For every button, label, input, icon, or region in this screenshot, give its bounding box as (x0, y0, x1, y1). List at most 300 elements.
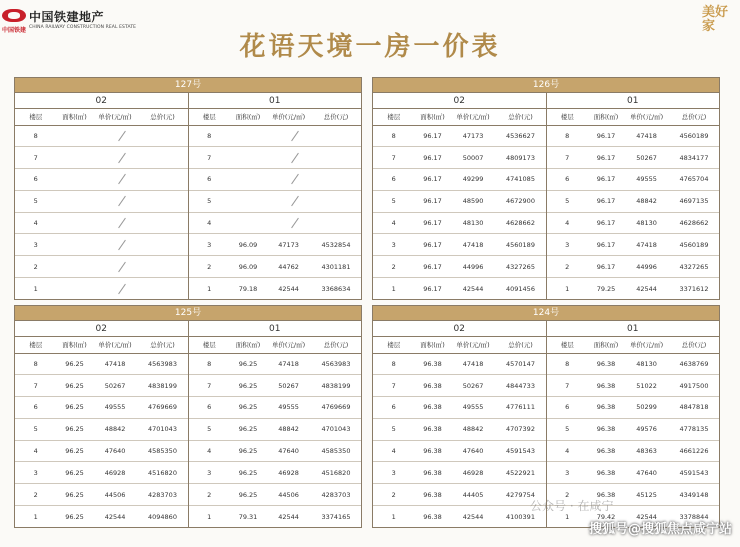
floor-cell: 1 (33, 512, 38, 521)
area-cell: 96.25 (56, 484, 92, 506)
area-cell: 96.38 (414, 440, 450, 462)
table-row (15, 462, 188, 484)
unit-price-cell: 49555 (451, 397, 496, 419)
area-cell: 96.38 (588, 397, 624, 419)
table-row (547, 147, 720, 169)
area-cell: 96.17 (414, 190, 450, 212)
total-price-cell: 4516820 (311, 462, 361, 484)
unit-table-wrap (373, 337, 546, 527)
total-price-cell: 4628662 (669, 212, 719, 234)
building-125-panel (14, 305, 362, 528)
floor-cell: 2 (15, 256, 56, 278)
table-row (15, 484, 188, 506)
price-table (373, 337, 546, 527)
unit-label: 02 (453, 324, 465, 334)
unit-price-cell: 42544 (278, 284, 299, 293)
floor-cell: 7 (189, 147, 230, 169)
total-price-cell: 4769669 (311, 397, 361, 419)
unit-price-cell: 48842 (624, 190, 669, 212)
table-row (373, 212, 546, 234)
area-cell: 96.38 (414, 484, 450, 506)
unit-price-cell: 48842 (451, 418, 496, 440)
building-name: 126号 (373, 78, 719, 93)
floor-cell: 4 (547, 212, 588, 234)
table-row (189, 256, 362, 278)
area-cell: 96.38 (414, 375, 450, 397)
unit-price-cell: 47418 (624, 125, 669, 147)
total-price-cell: 4701043 (137, 418, 187, 440)
total-price-cell: 4638769 (669, 353, 719, 375)
unit-tables (15, 109, 361, 299)
unit-label: 01 (546, 321, 720, 336)
floor-cell: 7 (373, 147, 414, 169)
column-header: 总价(元) (669, 109, 719, 125)
column-header: 单价(元/㎡) (451, 337, 496, 353)
floor-cell: 3 (189, 462, 230, 484)
unit-price-cell: 47418 (451, 353, 496, 375)
floor-cell: 3 (547, 234, 588, 256)
unit-price-cell: 46928 (266, 462, 311, 484)
table-row (189, 212, 362, 234)
floor-cell: 5 (15, 190, 56, 212)
total-price-cell: 3378844 (679, 512, 709, 521)
table-row (189, 506, 362, 528)
floor-cell: 3 (373, 462, 414, 484)
area-cell: 96.38 (414, 397, 450, 419)
unit-price-cell: 50299 (624, 397, 669, 419)
table-row (189, 234, 362, 256)
table-row (189, 418, 362, 440)
unit-price-cell: 49555 (93, 397, 138, 419)
area-cell: 96.17 (414, 256, 450, 278)
table-header-row (547, 109, 720, 125)
total-price-cell: 4560189 (669, 125, 719, 147)
price-table (15, 109, 188, 299)
table-row (547, 375, 720, 397)
empty-cell (230, 190, 361, 212)
area-cell: 96.25 (230, 353, 266, 375)
area-cell: 96.17 (414, 169, 450, 191)
area-cell: 96.17 (588, 234, 624, 256)
column-header: 总价(元) (311, 337, 361, 353)
column-header: 单价(元/㎡) (624, 109, 669, 125)
total-price-cell: 4844733 (495, 375, 545, 397)
area-cell: 96.25 (56, 375, 92, 397)
table-row (373, 190, 546, 212)
unit-label: 02 (95, 324, 107, 334)
area-cell: 96.09 (230, 256, 266, 278)
column-header: 面积(㎡) (588, 337, 624, 353)
area-cell: 79.42 (596, 512, 616, 521)
total-price-cell: 4349148 (669, 484, 719, 506)
table-row (373, 234, 546, 256)
floor-cell: 6 (15, 169, 56, 191)
unit-price-cell: 45125 (624, 484, 669, 506)
unit-header-row (373, 93, 719, 109)
building-124-panel (372, 305, 720, 528)
unit-price-cell: 42544 (636, 284, 657, 293)
total-price-cell: 4516820 (137, 462, 187, 484)
total-price-cell: 4100391 (506, 512, 535, 521)
table-row (373, 353, 546, 375)
floor-cell: 7 (547, 375, 588, 397)
table-row (547, 353, 720, 375)
total-price-cell: 4560189 (495, 234, 545, 256)
empty-cell (56, 256, 187, 278)
column-header: 楼层 (547, 337, 588, 353)
unit-price-cell: 47173 (451, 125, 496, 147)
floor-cell: 5 (189, 190, 230, 212)
floor-cell: 4 (15, 440, 56, 462)
empty-cell (230, 147, 361, 169)
floor-cell: 5 (189, 418, 230, 440)
area-cell: 96.17 (588, 256, 624, 278)
table-row (15, 147, 188, 169)
table-row (189, 440, 362, 462)
total-price-cell: 4701043 (311, 418, 361, 440)
table-row (547, 440, 720, 462)
table-row (15, 125, 188, 147)
area-cell: 96.38 (588, 353, 624, 375)
unit-price-cell: 47640 (624, 462, 669, 484)
floor-cell: 3 (373, 234, 414, 256)
floor-cell: 6 (15, 397, 56, 419)
floor-cell: 8 (15, 125, 56, 147)
area-cell: 96.38 (588, 484, 624, 506)
table-row (547, 190, 720, 212)
logo-english-text: CHINA RAILWAY CONSTRUCTION REAL ESTATE (29, 25, 137, 30)
empty-cell (230, 212, 361, 234)
unit-table-wrap (15, 109, 188, 299)
table-header-row (373, 109, 546, 125)
floor-cell: 8 (373, 353, 414, 375)
table-row (373, 278, 546, 300)
area-cell: 96.17 (588, 147, 624, 169)
total-price-cell: 4536627 (495, 125, 545, 147)
table-row (15, 506, 188, 528)
column-header: 楼层 (15, 337, 56, 353)
unit-table-wrap (188, 337, 362, 527)
floor-cell: 4 (15, 212, 56, 234)
building-126-panel (372, 77, 720, 300)
table-row (15, 234, 188, 256)
watermark: 搜狐号@搜狐焦点咸宁站 (588, 522, 732, 537)
table-row (15, 440, 188, 462)
page-title: 花语天境一房一价表 (239, 32, 501, 62)
table-row (547, 462, 720, 484)
unit-price-cell: 42544 (104, 512, 126, 521)
total-price-cell: 4847818 (669, 397, 719, 419)
total-price-cell: 4591543 (669, 462, 719, 484)
table-row (189, 169, 362, 191)
area-cell: 96.25 (65, 512, 84, 521)
unit-price-cell: 48130 (624, 212, 669, 234)
floor-cell: 5 (373, 190, 414, 212)
price-table (189, 337, 362, 527)
table-row (373, 147, 546, 169)
area-cell: 96.17 (588, 169, 624, 191)
floor-cell: 1 (207, 512, 212, 521)
floor-cell: 5 (547, 418, 588, 440)
column-header: 单价(元/㎡) (266, 109, 311, 125)
total-price-cell: 4570147 (495, 353, 545, 375)
total-price-cell: 3371612 (679, 284, 709, 293)
floor-cell: 2 (373, 256, 414, 278)
floor-cell: 2 (547, 484, 588, 506)
column-header: 单价(元/㎡) (266, 337, 311, 353)
floor-cell: 7 (189, 375, 230, 397)
floor-cell: 8 (15, 353, 56, 375)
floor-cell: 3 (15, 462, 56, 484)
floor-cell: 1 (207, 284, 212, 293)
table-row (15, 256, 188, 278)
unit-table-wrap (373, 109, 546, 299)
floor-cell: 1 (33, 284, 38, 293)
unit-header-row (15, 321, 361, 337)
area-cell: 96.17 (414, 234, 450, 256)
area-cell: 96.25 (56, 462, 92, 484)
total-price-cell: 4741085 (495, 169, 545, 191)
area-cell: 96.25 (230, 462, 266, 484)
total-price-cell: 4809173 (495, 147, 545, 169)
unit-price-cell: 47640 (266, 440, 311, 462)
unit-table-wrap (15, 337, 188, 527)
table-row (15, 375, 188, 397)
unit-label: 01 (546, 93, 720, 108)
table-row (547, 256, 720, 278)
total-price-cell: 4563983 (311, 353, 361, 375)
column-header: 楼层 (189, 109, 230, 125)
total-price-cell: 4563983 (137, 353, 187, 375)
area-cell: 96.17 (588, 190, 624, 212)
table-row (373, 484, 546, 506)
unit-price-cell: 47418 (93, 353, 138, 375)
column-header: 楼层 (373, 109, 414, 125)
table-row (547, 169, 720, 191)
total-price-cell: 4838199 (311, 375, 361, 397)
area-cell: 79.31 (238, 512, 258, 521)
table-row (547, 234, 720, 256)
unit-price-cell: 47640 (451, 440, 496, 462)
floor-cell: 2 (189, 256, 230, 278)
table-row (373, 462, 546, 484)
unit-price-cell: 48590 (451, 190, 496, 212)
price-table (547, 109, 720, 299)
unit-tables (373, 109, 719, 299)
unit-price-cell: 48363 (624, 440, 669, 462)
empty-cell (230, 169, 361, 191)
table-row (547, 212, 720, 234)
floor-cell: 6 (547, 397, 588, 419)
floor-cell: 3 (15, 234, 56, 256)
column-header: 楼层 (15, 109, 56, 125)
area-cell: 96.38 (423, 512, 442, 521)
building-name: 125号 (15, 306, 361, 321)
unit-price-cell: 48130 (624, 353, 669, 375)
unit-price-cell: 47640 (93, 440, 138, 462)
total-price-cell: 4838199 (137, 375, 187, 397)
table-row (373, 125, 546, 147)
floor-cell: 7 (15, 375, 56, 397)
area-cell: 96.38 (414, 418, 450, 440)
area-cell: 96.17 (588, 125, 624, 147)
table-row (15, 278, 188, 300)
floor-cell: 7 (547, 147, 588, 169)
table-row (373, 169, 546, 191)
floor-cell: 4 (189, 212, 230, 234)
unit-table-wrap (546, 109, 720, 299)
area-cell: 96.25 (56, 353, 92, 375)
column-header: 总价(元) (495, 337, 545, 353)
empty-cell (56, 125, 187, 147)
column-header: 面积(㎡) (56, 109, 92, 125)
floor-cell: 3 (547, 462, 588, 484)
unit-price-cell: 44506 (266, 484, 311, 506)
watermark-secondary: 公众号 · 在咸宁 (530, 499, 614, 513)
area-cell: 96.09 (230, 234, 266, 256)
column-header: 面积(㎡) (56, 337, 92, 353)
price-table (373, 109, 546, 299)
table-row (189, 278, 362, 300)
column-header: 面积(㎡) (588, 109, 624, 125)
column-header: 单价(元/㎡) (451, 109, 496, 125)
total-price-cell: 4707392 (495, 418, 545, 440)
total-price-cell: 4778135 (669, 418, 719, 440)
total-price-cell: 4591543 (495, 440, 545, 462)
unit-price-cell: 48842 (93, 418, 138, 440)
column-header: 面积(㎡) (414, 337, 450, 353)
logo-text: 中国铁建地产 (29, 10, 105, 24)
area-cell: 79.18 (238, 284, 258, 293)
empty-cell (56, 190, 187, 212)
column-header: 总价(元) (137, 109, 187, 125)
crcc-logo-icon (2, 9, 26, 22)
area-cell: 96.25 (56, 418, 92, 440)
area-cell: 96.38 (588, 462, 624, 484)
unit-price-cell: 42544 (462, 284, 484, 293)
column-header: 总价(元) (669, 337, 719, 353)
unit-price-cell: 49555 (266, 397, 311, 419)
table-row (373, 418, 546, 440)
unit-price-cell: 47418 (451, 234, 496, 256)
area-cell: 96.17 (423, 284, 442, 293)
total-price-cell: 4917500 (669, 375, 719, 397)
total-price-cell: 4283703 (311, 484, 361, 506)
unit-price-cell: 42544 (278, 512, 299, 521)
empty-cell (230, 125, 361, 147)
area-cell: 96.25 (230, 440, 266, 462)
unit-price-cell: 48130 (451, 212, 496, 234)
brand-mark (702, 6, 734, 36)
total-price-cell: 4283703 (137, 484, 187, 506)
area-cell: 96.38 (588, 440, 624, 462)
floor-cell: 1 (391, 512, 396, 521)
floor-cell: 6 (547, 169, 588, 191)
floor-cell: 2 (373, 484, 414, 506)
table-row (189, 353, 362, 375)
area-cell: 79.25 (596, 284, 616, 293)
empty-cell (56, 278, 187, 300)
table-header-row (373, 337, 546, 353)
area-cell: 96.25 (56, 397, 92, 419)
area-cell: 96.17 (414, 147, 450, 169)
total-price-cell: 4585350 (311, 440, 361, 462)
floor-cell: 2 (15, 484, 56, 506)
table-row (547, 397, 720, 419)
table-row (189, 462, 362, 484)
column-header: 面积(㎡) (414, 109, 450, 125)
area-cell: 96.38 (588, 418, 624, 440)
unit-label: 02 (453, 96, 465, 106)
floor-cell: 8 (373, 125, 414, 147)
column-header: 总价(元) (311, 109, 361, 125)
floor-cell: 8 (547, 125, 588, 147)
total-price-cell: 4327265 (669, 256, 719, 278)
table-row (547, 418, 720, 440)
total-price-cell: 4769669 (137, 397, 187, 419)
floor-cell: 8 (189, 353, 230, 375)
total-price-cell: 4672900 (495, 190, 545, 212)
unit-price-cell: 44762 (266, 256, 311, 278)
price-table (189, 109, 362, 299)
table-row (189, 484, 362, 506)
floor-cell: 6 (373, 397, 414, 419)
unit-label: 02 (95, 96, 107, 106)
unit-price-cell: 44996 (624, 256, 669, 278)
total-price-cell: 4834177 (669, 147, 719, 169)
total-price-cell: 4661226 (669, 440, 719, 462)
unit-price-cell: 50267 (624, 147, 669, 169)
floor-cell: 6 (189, 397, 230, 419)
total-price-cell: 4094860 (148, 512, 177, 521)
building-name: 127号 (15, 78, 361, 93)
table-row (15, 397, 188, 419)
unit-price-cell: 49576 (624, 418, 669, 440)
total-price-cell: 4327265 (495, 256, 545, 278)
floor-cell: 5 (547, 190, 588, 212)
area-cell: 96.25 (230, 484, 266, 506)
table-header-row (15, 337, 188, 353)
total-price-cell: 4628662 (495, 212, 545, 234)
total-price-cell: 3368634 (321, 284, 351, 293)
unit-price-cell: 46928 (451, 462, 496, 484)
table-row (189, 190, 362, 212)
floor-cell: 4 (547, 440, 588, 462)
table-row (189, 397, 362, 419)
column-header: 总价(元) (137, 337, 187, 353)
empty-cell (56, 169, 187, 191)
area-cell: 96.17 (414, 125, 450, 147)
column-header: 单价(元/㎡) (93, 109, 138, 125)
unit-price-cell: 49555 (624, 169, 669, 191)
floor-cell: 4 (373, 212, 414, 234)
column-header: 楼层 (189, 337, 230, 353)
building-name: 124号 (373, 306, 719, 321)
table-header-row (189, 337, 362, 353)
empty-cell (56, 147, 187, 169)
area-cell: 96.38 (414, 462, 450, 484)
table-row (373, 397, 546, 419)
unit-price-cell: 47418 (624, 234, 669, 256)
table-row (373, 256, 546, 278)
unit-price-cell: 47418 (266, 353, 311, 375)
floor-cell: 2 (547, 256, 588, 278)
column-header: 单价(元/㎡) (93, 337, 138, 353)
table-row (189, 375, 362, 397)
column-header: 面积(㎡) (230, 109, 266, 125)
table-header-row (15, 109, 188, 125)
floor-cell: 7 (373, 375, 414, 397)
